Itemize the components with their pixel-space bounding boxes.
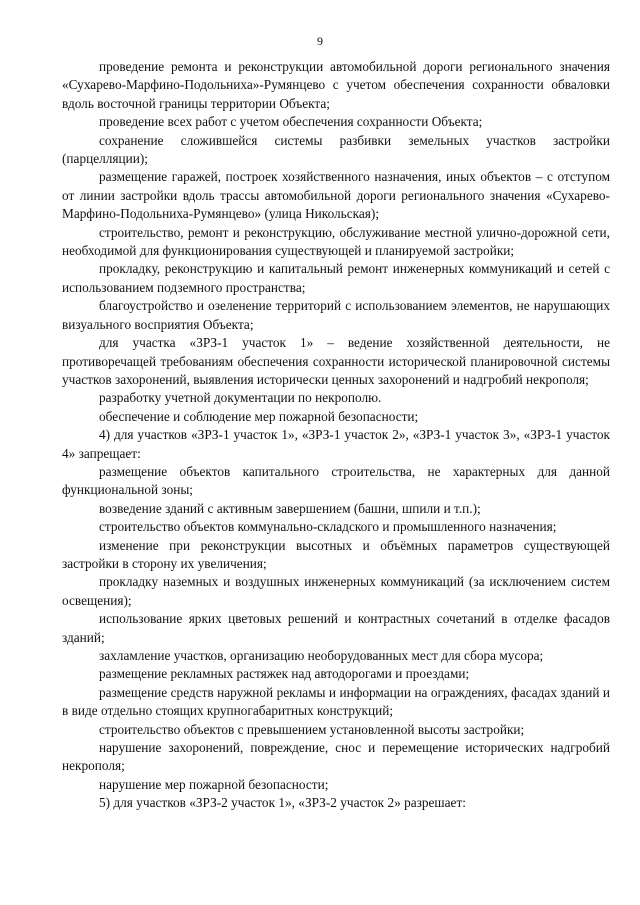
paragraph: строительство, ремонт и реконструкцию, обслуживание местной улично-дорожной сети, необходимой для функционирования существующей и планируемой застройки; xyxy=(62,224,610,259)
paragraph: проведение всех работ с учетом обеспечения сохранности Объекта; xyxy=(99,114,483,130)
paragraph: обеспечение и соблюдение мер пожарной безопасности; xyxy=(99,408,419,424)
body-text xyxy=(62,58,610,813)
paragraph: для участка «ЗРЗ-1 участок 1» – ведение хозяйственной деятельности, не противоречащей требованиям обеспечения сохранности исторической планировочной системы участков захоронений, выявления исторически ценных захоронений и надгробий некрополя; xyxy=(62,335,610,387)
paragraph: нарушение захоронений, повреждение, снос и перемещение исторических надгробий некрополя; xyxy=(62,740,610,774)
paragraph: размещение рекламных растяжек над автодорогами и проездами; xyxy=(99,666,470,682)
paragraph: использование ярких цветовых решений и контрастных сочетаний в отделке фасадов зданий; xyxy=(62,611,610,645)
paragraph: строительство объектов с превышением установленной высоты застройки; xyxy=(99,721,525,737)
paragraph: нарушение мер пожарной безопасности; xyxy=(99,776,329,792)
paragraph: размещение средств наружной рекламы и информации на ограждениях, фасадах зданий и в виде отдельно стоящих крупногабаритных конструкций; xyxy=(62,684,610,719)
paragraph: прокладку наземных и воздушных инженерных коммуникаций (за исключением систем освещения); xyxy=(62,574,610,608)
paragraph: строительство объектов коммунально-складского и промышленного назначения; xyxy=(99,519,557,535)
paragraph: захламление участков, организацию необорудованных мест для сбора мусора; xyxy=(99,648,544,663)
page-number: 9 xyxy=(317,34,323,48)
paragraph: возведение зданий с активным завершением (башни, шпили и т.п.); xyxy=(99,500,481,516)
paragraph: разработку учетной документации по некрополю. xyxy=(99,390,382,406)
paragraph: размещение гаражей, построек хозяйственного назначения, иных объектов – с отступом от линии застройки вдоль трассы автомобильной дороги регионального значения «Сухарево-Марфино-Подольниха-Румянцево» (улица Никольская); xyxy=(62,169,610,222)
section-heading: 5) для участков «ЗРЗ-2 участок 1», «ЗРЗ-2 участок 2» разрешает: xyxy=(99,795,466,811)
paragraph: размещение объектов капитального строительства, не характерных для данной функциональной зоны; xyxy=(62,463,610,498)
paragraph: проведение ремонта и реконструкции автомобильной дороги регионального значения «Сухарево-Марфино-Подольниха»-Румянцево с учетом обеспечения сохранности обваловки вдоль восточной границы территории Объекта; xyxy=(62,59,610,111)
paragraph: изменение при реконструкции высотных и объёмных параметров существующей застройки в сторону их увеличения; xyxy=(62,537,610,571)
paragraph: благоустройство и озеленение территорий с использованием элементов, не нарушающих визуального восприятия Объекта; xyxy=(62,298,610,332)
section-heading: 4) для участков «ЗРЗ-1 участок 1», «ЗРЗ-1 участок 2», «ЗРЗ-1 участок 3», «ЗРЗ-1 участок 4» запрещает: xyxy=(62,427,610,461)
paragraph: сохранение сложившейся системы разбивки земельных участков застройки (парцелляции); xyxy=(62,132,610,167)
paragraph: прокладку, реконструкцию и капитальный ремонт инженерных коммуникаций и сетей с использованием подземного пространства; xyxy=(62,261,610,295)
